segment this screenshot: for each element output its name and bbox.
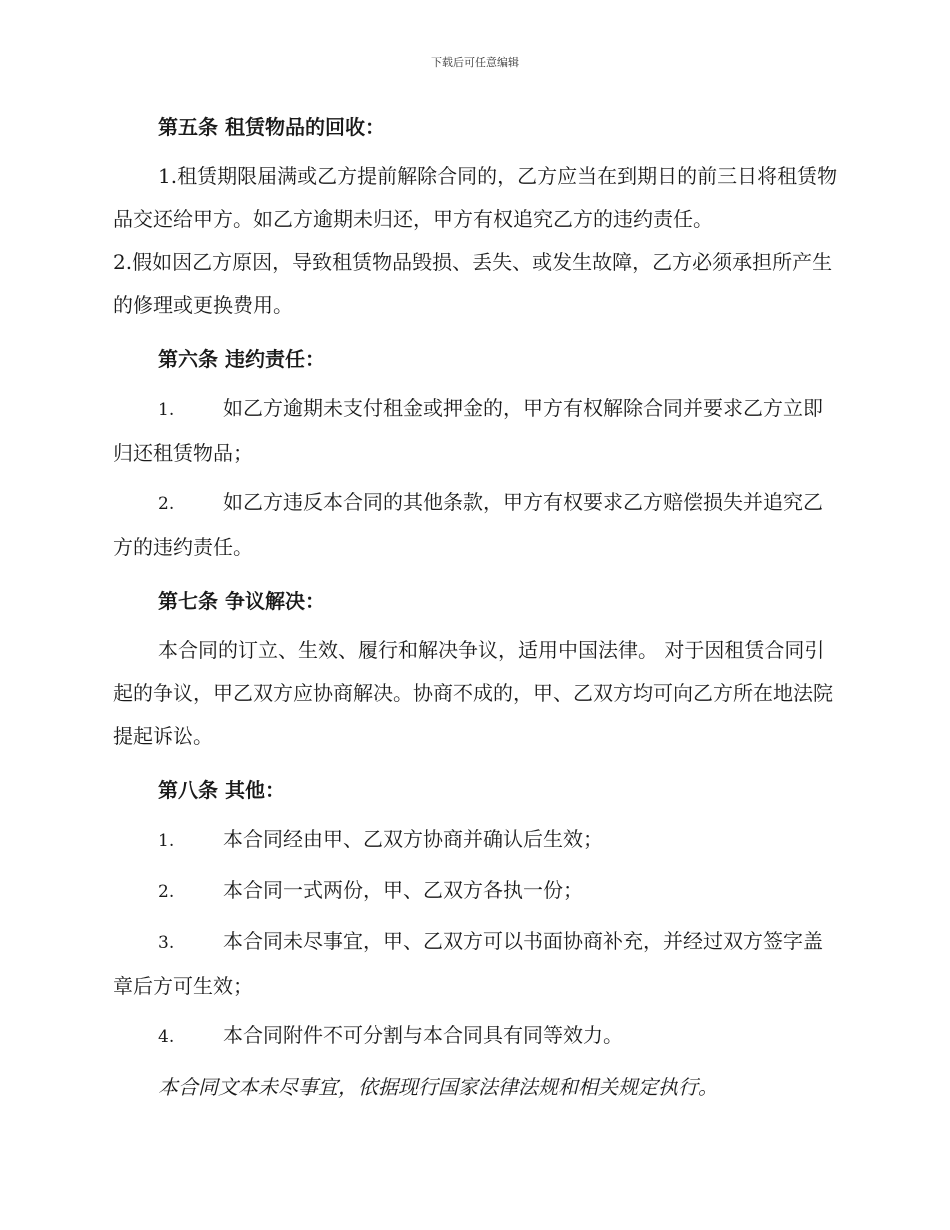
section-6-title: 第六条 违约责任： <box>158 347 325 371</box>
section-8-title: 第八条 其他： <box>158 778 285 802</box>
item-text: 本合同一式两份，甲、乙双方各执一份； <box>223 878 583 902</box>
section-8-item-3 <box>113 920 838 1008</box>
section-8-item-2 <box>113 869 838 914</box>
section-6-item-1 <box>113 387 838 475</box>
item-number: 1. <box>158 400 175 420</box>
section-5-title: 第五条 租赁物品的回收： <box>158 115 385 139</box>
item-number: 2. <box>158 494 175 514</box>
section-5-paragraph-2: 2.假如因乙方原因，导致租赁物品毁损、丢失、或发生故障，乙方必须承担所产生的修理或更换费用。 <box>113 250 833 317</box>
section-7-title: 第七条 争议解决： <box>158 589 325 613</box>
section-8-item-4 <box>113 1014 838 1059</box>
item-text: 本合同未尽事宜，甲、乙双方可以书面协商补充，并经过双方签字盖章后方可生效； <box>113 929 823 998</box>
header-note: 下载后可任意编辑 <box>431 56 519 69</box>
section-7-paragraph-1: 本合同的订立、生效、履行和解决争议，适用中国法律。 对于因租赁合同引起的争议，甲乙双方应协商解决。协商不成的，甲、乙双方均可向乙方所在地法院提起诉讼。 <box>113 638 833 748</box>
item-number: 4. <box>158 1027 175 1047</box>
item-text: 本合同经由甲、乙双方协商并确认后生效； <box>223 827 603 851</box>
item-text: 如乙方违反本合同的其他条款，甲方有权要求乙方赔偿损失并追究乙方的违约责任。 <box>113 490 823 559</box>
section-8-item-1 <box>113 818 838 863</box>
section-5-paragraph-1: 1.租赁期限届满或乙方提前解除合同的，乙方应当在到期日的前三日将租赁物品交还给甲方。如乙方逾期未归还，甲方有权追究乙方的违约责任。 <box>113 164 838 231</box>
item-text: 如乙方逾期未支付租金或押金的，甲方有权解除合同并要求乙方立即归还租赁物品； <box>113 396 823 465</box>
item-number: 3. <box>158 933 175 953</box>
item-number: 2. <box>158 882 175 902</box>
item-text: 本合同附件不可分割与本合同具有同等效力。 <box>223 1023 623 1047</box>
section-6-item-2 <box>113 481 838 569</box>
item-number: 1. <box>158 831 175 851</box>
closing-statement: 本合同文本未尽事宜，依据现行国家法律法规和相关规定执行。 <box>158 1075 718 1099</box>
document-body <box>113 105 838 1109</box>
